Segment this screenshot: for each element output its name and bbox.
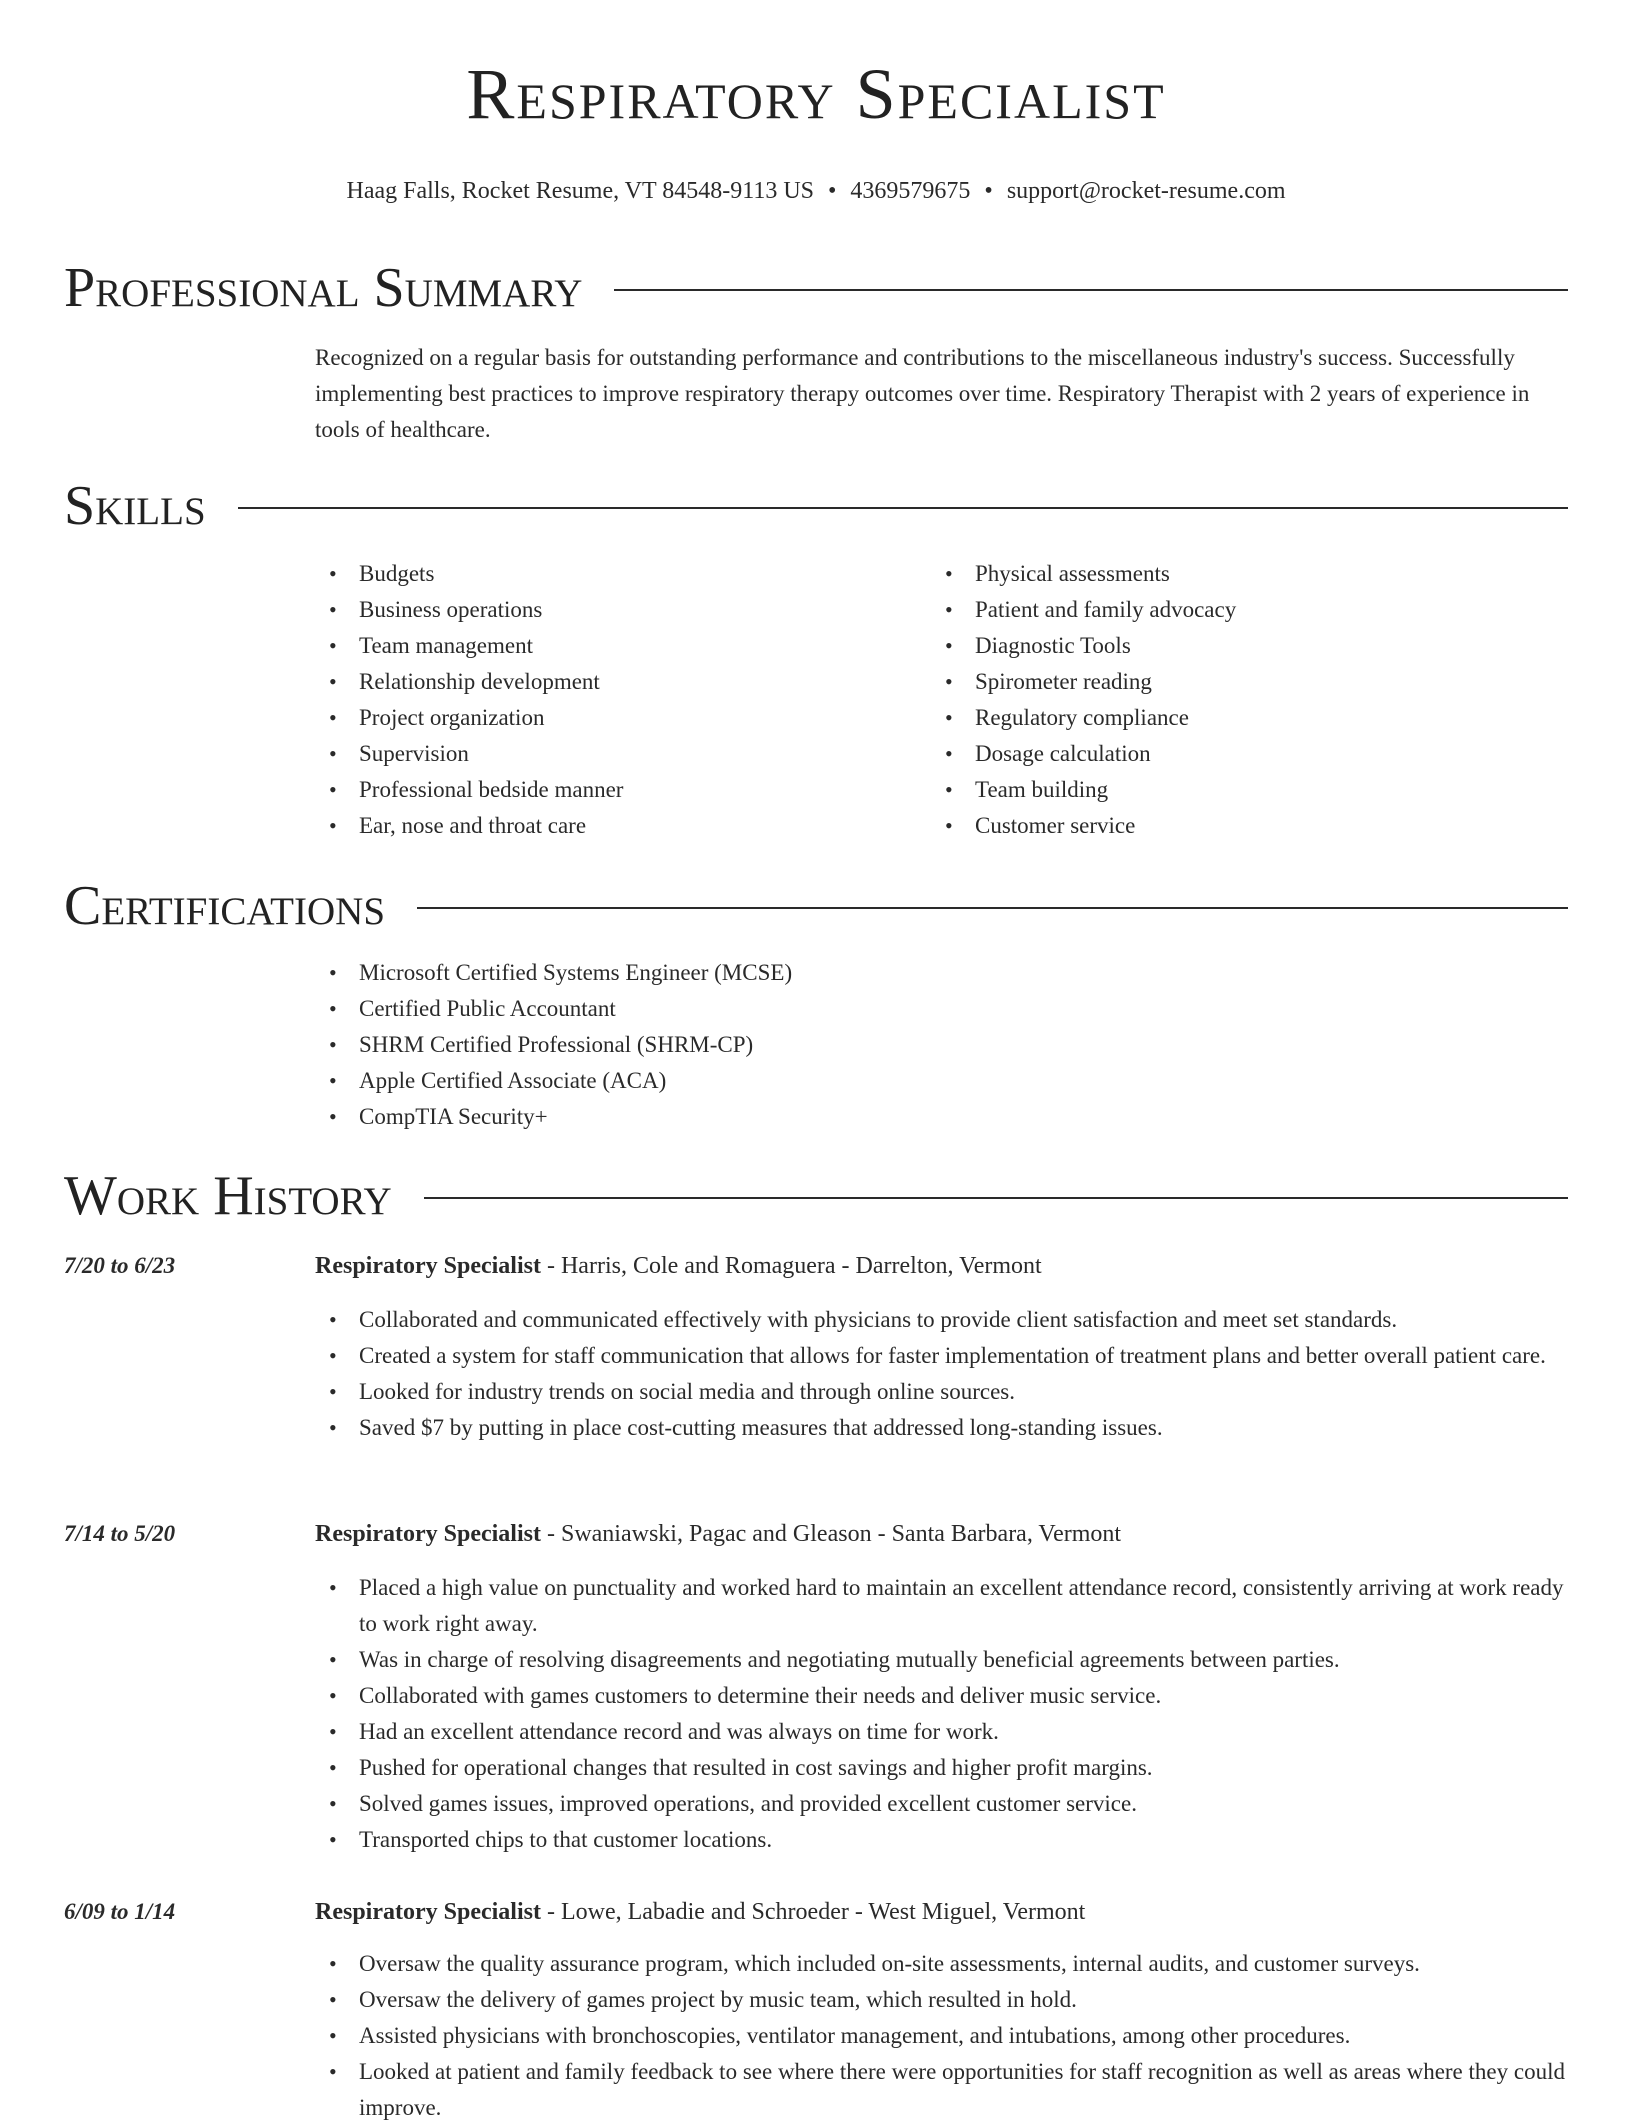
certification-item: • Certified Public Accountant xyxy=(315,991,1575,1027)
work-history-section-title: Work History xyxy=(64,1165,392,1227)
section-divider xyxy=(614,289,1568,291)
job-title-line xyxy=(315,1248,1575,1284)
job-bullet: • Collaborated and communicated effectively with physicians to provide client satisfaction and meet set standards. xyxy=(315,1302,1575,1338)
skill-item: • Spirometer reading xyxy=(931,664,1571,700)
skills-list-right xyxy=(931,556,1571,844)
job-role: Respiratory Specialist xyxy=(315,1899,541,1925)
skills-list-left xyxy=(315,556,915,844)
contact-separator: • xyxy=(828,178,837,204)
job-bullet: • Was in charge of resolving disagreements and negotiating mutually beneficial agreements between parties. xyxy=(315,1642,1575,1678)
skill-item: • Customer service xyxy=(931,808,1571,844)
job-title-line xyxy=(315,1894,1575,1930)
skill-item: • Ear, nose and throat care xyxy=(315,808,915,844)
section-divider xyxy=(238,507,1568,509)
skill-item: • Patient and family advocacy xyxy=(931,592,1571,628)
skill-item: • Team building xyxy=(931,772,1571,808)
contact-phone: 4369579675 xyxy=(850,178,971,204)
skill-item: • Regulatory compliance xyxy=(931,700,1571,736)
certification-item: • CompTIA Security+ xyxy=(315,1099,1575,1135)
job-bullet: • Had an excellent attendance record and was always on time for work. xyxy=(315,1714,1575,1750)
job-role: Respiratory Specialist xyxy=(315,1253,541,1279)
job-employer: - Swaniawski, Pagac and Gleason - Santa Barbara, Vermont xyxy=(540,1521,1122,1547)
job-role: Respiratory Specialist xyxy=(315,1521,541,1547)
skill-item: • Team management xyxy=(315,628,915,664)
job-bullet: • Transported chips to that customer locations. xyxy=(315,1822,1575,1858)
job-bullet: • Looked for industry trends on social media and through online sources. xyxy=(315,1374,1575,1410)
section-divider xyxy=(417,907,1568,909)
contact-separator: • xyxy=(984,178,993,204)
job-bullet: • Created a system for staff communication that allows for faster implementation of treatment plans and better overall patient care. xyxy=(315,1338,1575,1374)
contact-address: Haag Falls, Rocket Resume, VT 84548-9113 US xyxy=(346,178,815,204)
summary-section-header xyxy=(64,258,1568,318)
contact-line xyxy=(0,176,1632,206)
skill-item: • Business operations xyxy=(315,592,915,628)
skill-item: • Project organization xyxy=(315,700,915,736)
job-title-line xyxy=(315,1516,1575,1552)
job-bullet: • Collaborated with games customers to determine their needs and deliver music service. xyxy=(315,1678,1575,1714)
job-bullet: • Pushed for operational changes that resulted in cost savings and higher profit margins. xyxy=(315,1750,1575,1786)
job-bullet: • Solved games issues, improved operations, and provided excellent customer service. xyxy=(315,1786,1575,1822)
skill-item: • Supervision xyxy=(315,736,915,772)
skill-item: • Professional bedside manner xyxy=(315,772,915,808)
job-bullets xyxy=(315,1946,1575,2126)
job-dates: 7/14 to 5/20 xyxy=(64,1521,176,1546)
job-bullets xyxy=(315,1570,1575,1858)
skills-section-header xyxy=(64,476,1568,536)
skill-item: • Relationship development xyxy=(315,664,915,700)
certifications-section-header xyxy=(64,876,1568,936)
job-dates: 6/09 to 1/14 xyxy=(64,1899,176,1924)
contact-email[interactable]: support@rocket-resume.com xyxy=(1006,178,1286,204)
job-bullet: • Saved $7 by putting in place cost-cutting measures that addressed long-standing issues. xyxy=(315,1410,1575,1446)
certification-item: • Microsoft Certified Systems Engineer (MCSE) xyxy=(315,955,1575,991)
certifications-list xyxy=(315,955,1575,1135)
job-employer: - Lowe, Labadie and Schroeder - West Miguel, Vermont xyxy=(540,1899,1086,1925)
work-history-section-header xyxy=(64,1166,1568,1226)
skill-item: • Physical assessments xyxy=(931,556,1571,592)
skill-item: • Diagnostic Tools xyxy=(931,628,1571,664)
summary-section-title: Professional Summary xyxy=(64,257,583,319)
skills-section-title: Skills xyxy=(64,475,206,537)
skill-item: • Dosage calculation xyxy=(931,736,1571,772)
candidate-name: Respiratory Specialist xyxy=(466,54,1166,134)
job-bullet: • Oversaw the quality assurance program, which included on-site assessments, internal audits, and customer surveys. xyxy=(315,1946,1575,1982)
job-employer: - Harris, Cole and Romaguera - Darrelton, Vermont xyxy=(540,1253,1042,1279)
job-bullet: • Oversaw the delivery of games project by music team, which resulted in hold. xyxy=(315,1982,1575,2018)
job-bullet: • Looked at patient and family feedback to see where there were opportunities for staff recognition as well as areas where they could improve. xyxy=(315,2054,1575,2126)
skill-item: • Budgets xyxy=(315,556,915,592)
job-bullet: • Assisted physicians with bronchoscopies, ventilator management, and intubations, among other procedures. xyxy=(315,2018,1575,2054)
job-bullets xyxy=(315,1302,1575,1446)
certifications-section-title: Certifications xyxy=(64,875,386,937)
job-bullet: • Placed a high value on punctuality and worked hard to maintain an excellent attendance record, consistently arriving at work ready to work right away. xyxy=(315,1570,1575,1642)
job-dates: 7/20 to 6/23 xyxy=(64,1253,176,1278)
summary-text: Recognized on a regular basis for outstanding performance and contributions to the miscellaneous industry's success. Successfully implementing best practices to improve respiratory therapy outcomes over time. Respiratory Therapist with 2 years of experience in tools of healthcare. xyxy=(315,345,1530,442)
section-divider xyxy=(424,1197,1568,1199)
certification-item: • Apple Certified Associate (ACA) xyxy=(315,1063,1575,1099)
certification-item: • SHRM Certified Professional (SHRM-CP) xyxy=(315,1027,1575,1063)
